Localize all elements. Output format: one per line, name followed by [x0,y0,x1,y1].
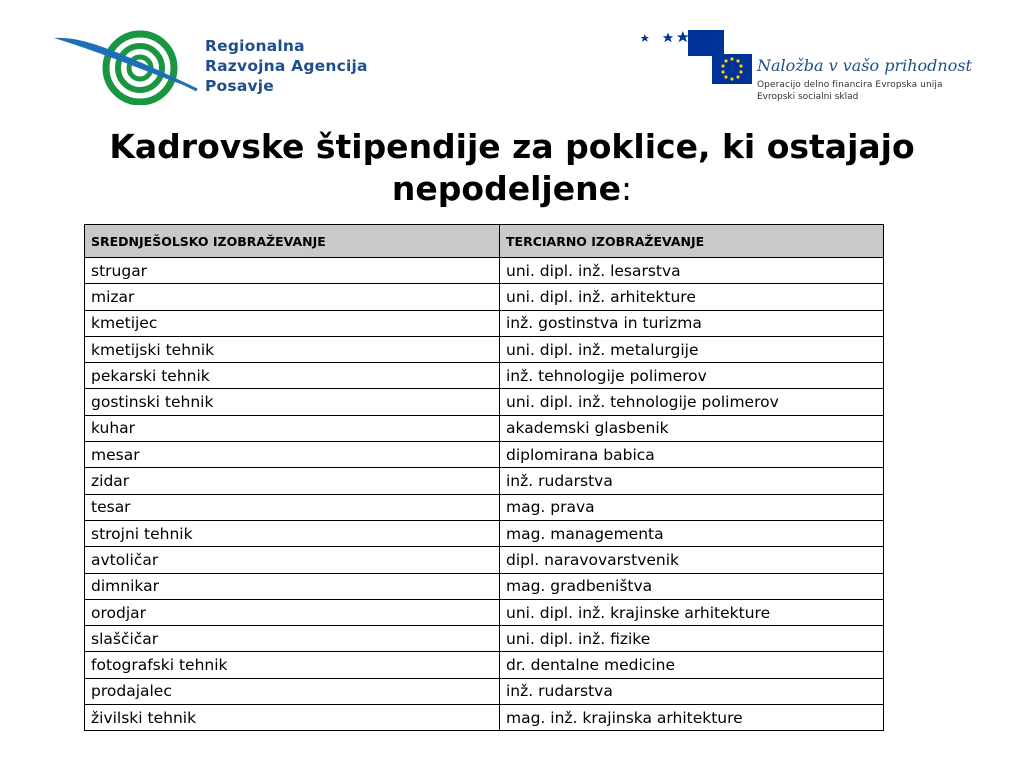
cell-tertiary: uni. dipl. inž. tehnologije polimerov [500,389,884,415]
cell-tertiary: uni. dipl. inž. krajinske arhitekture [500,599,884,625]
header-secondary-education: SREDNJEŠOLSKO IZOBRAŽEVANJE [85,225,500,258]
cell-tertiary: dr. dentalne medicine [500,652,884,678]
table-row [85,494,884,520]
cell-tertiary: akademski glasbenik [500,415,884,441]
cell-secondary: orodjar [85,599,500,625]
table-row [85,547,884,573]
eu-logo [640,28,980,108]
table-row [85,442,884,468]
table-row [85,678,884,704]
cell-tertiary: dipl. naravovarstvenik [500,547,884,573]
scholarship-table [84,224,884,731]
cell-tertiary: mag. prava [500,494,884,520]
agency-name-line-1: Regionalna [205,37,305,55]
cell-secondary: dimnikar [85,573,500,599]
cell-tertiary: inž. gostinstva in turizma [500,310,884,336]
table-row [85,652,884,678]
table-row [85,336,884,362]
cell-secondary: strugar [85,258,500,284]
cell-secondary: tesar [85,494,500,520]
cell-tertiary: mag. managementa [500,520,884,546]
table-row [85,415,884,441]
eu-subtitle-financing: Operacijo delno financira Evropska unija [757,80,943,90]
table-row [85,363,884,389]
cell-tertiary: uni. dipl. inž. metalurgije [500,336,884,362]
regional-agency-swirl-icon [52,30,202,105]
eu-flag-icon [640,28,755,88]
cell-secondary: pekarski tehnik [85,363,500,389]
cell-tertiary: mag. inž. krajinska arhitekture [500,705,884,731]
cell-secondary: slaščičar [85,626,500,652]
page-title [60,126,964,210]
cell-tertiary: uni. dipl. inž. lesarstva [500,258,884,284]
table-row [85,520,884,546]
table-row [85,626,884,652]
table-row [85,573,884,599]
header-tertiary-education: TERCIARNO IZOBRAŽEVANJE [500,225,884,258]
cell-secondary: strojni tehnik [85,520,500,546]
cell-secondary: avtoličar [85,547,500,573]
regional-agency-logo [52,30,397,105]
table-row [85,258,884,284]
cell-tertiary: inž. rudarstva [500,468,884,494]
cell-secondary: mizar [85,284,500,310]
cell-secondary: kmetijski tehnik [85,336,500,362]
agency-name-line-3: Posavje [205,77,275,95]
cell-tertiary: uni. dipl. inž. fizike [500,626,884,652]
table-row [85,284,884,310]
cell-secondary: mesar [85,442,500,468]
table-header-row [85,225,884,258]
cell-tertiary: inž. rudarstva [500,678,884,704]
agency-name [205,36,368,96]
cell-secondary: kuhar [85,415,500,441]
page-title-text: Kadrovske štipendije za poklice, ki ostajajo nepodeljene [109,127,915,208]
eu-slogan: Naložba v vašo prihodnost [757,56,972,75]
page-title-colon: : [620,169,633,208]
cell-tertiary: inž. tehnologije polimerov [500,363,884,389]
cell-tertiary: diplomirana babica [500,442,884,468]
cell-tertiary: uni. dipl. inž. arhitekture [500,284,884,310]
cell-secondary: zidar [85,468,500,494]
eu-subtitle-fund: Evropski socialni sklad [757,92,859,102]
table-row [85,389,884,415]
cell-secondary: kmetijec [85,310,500,336]
agency-name-line-2: Razvojna Agencija [205,57,368,75]
cell-tertiary: mag. gradbeništva [500,573,884,599]
table-row [85,310,884,336]
table-row [85,599,884,625]
table-row [85,705,884,731]
cell-secondary: živilski tehnik [85,705,500,731]
cell-secondary: fotografski tehnik [85,652,500,678]
cell-secondary: prodajalec [85,678,500,704]
table-row [85,468,884,494]
cell-secondary: gostinski tehnik [85,389,500,415]
